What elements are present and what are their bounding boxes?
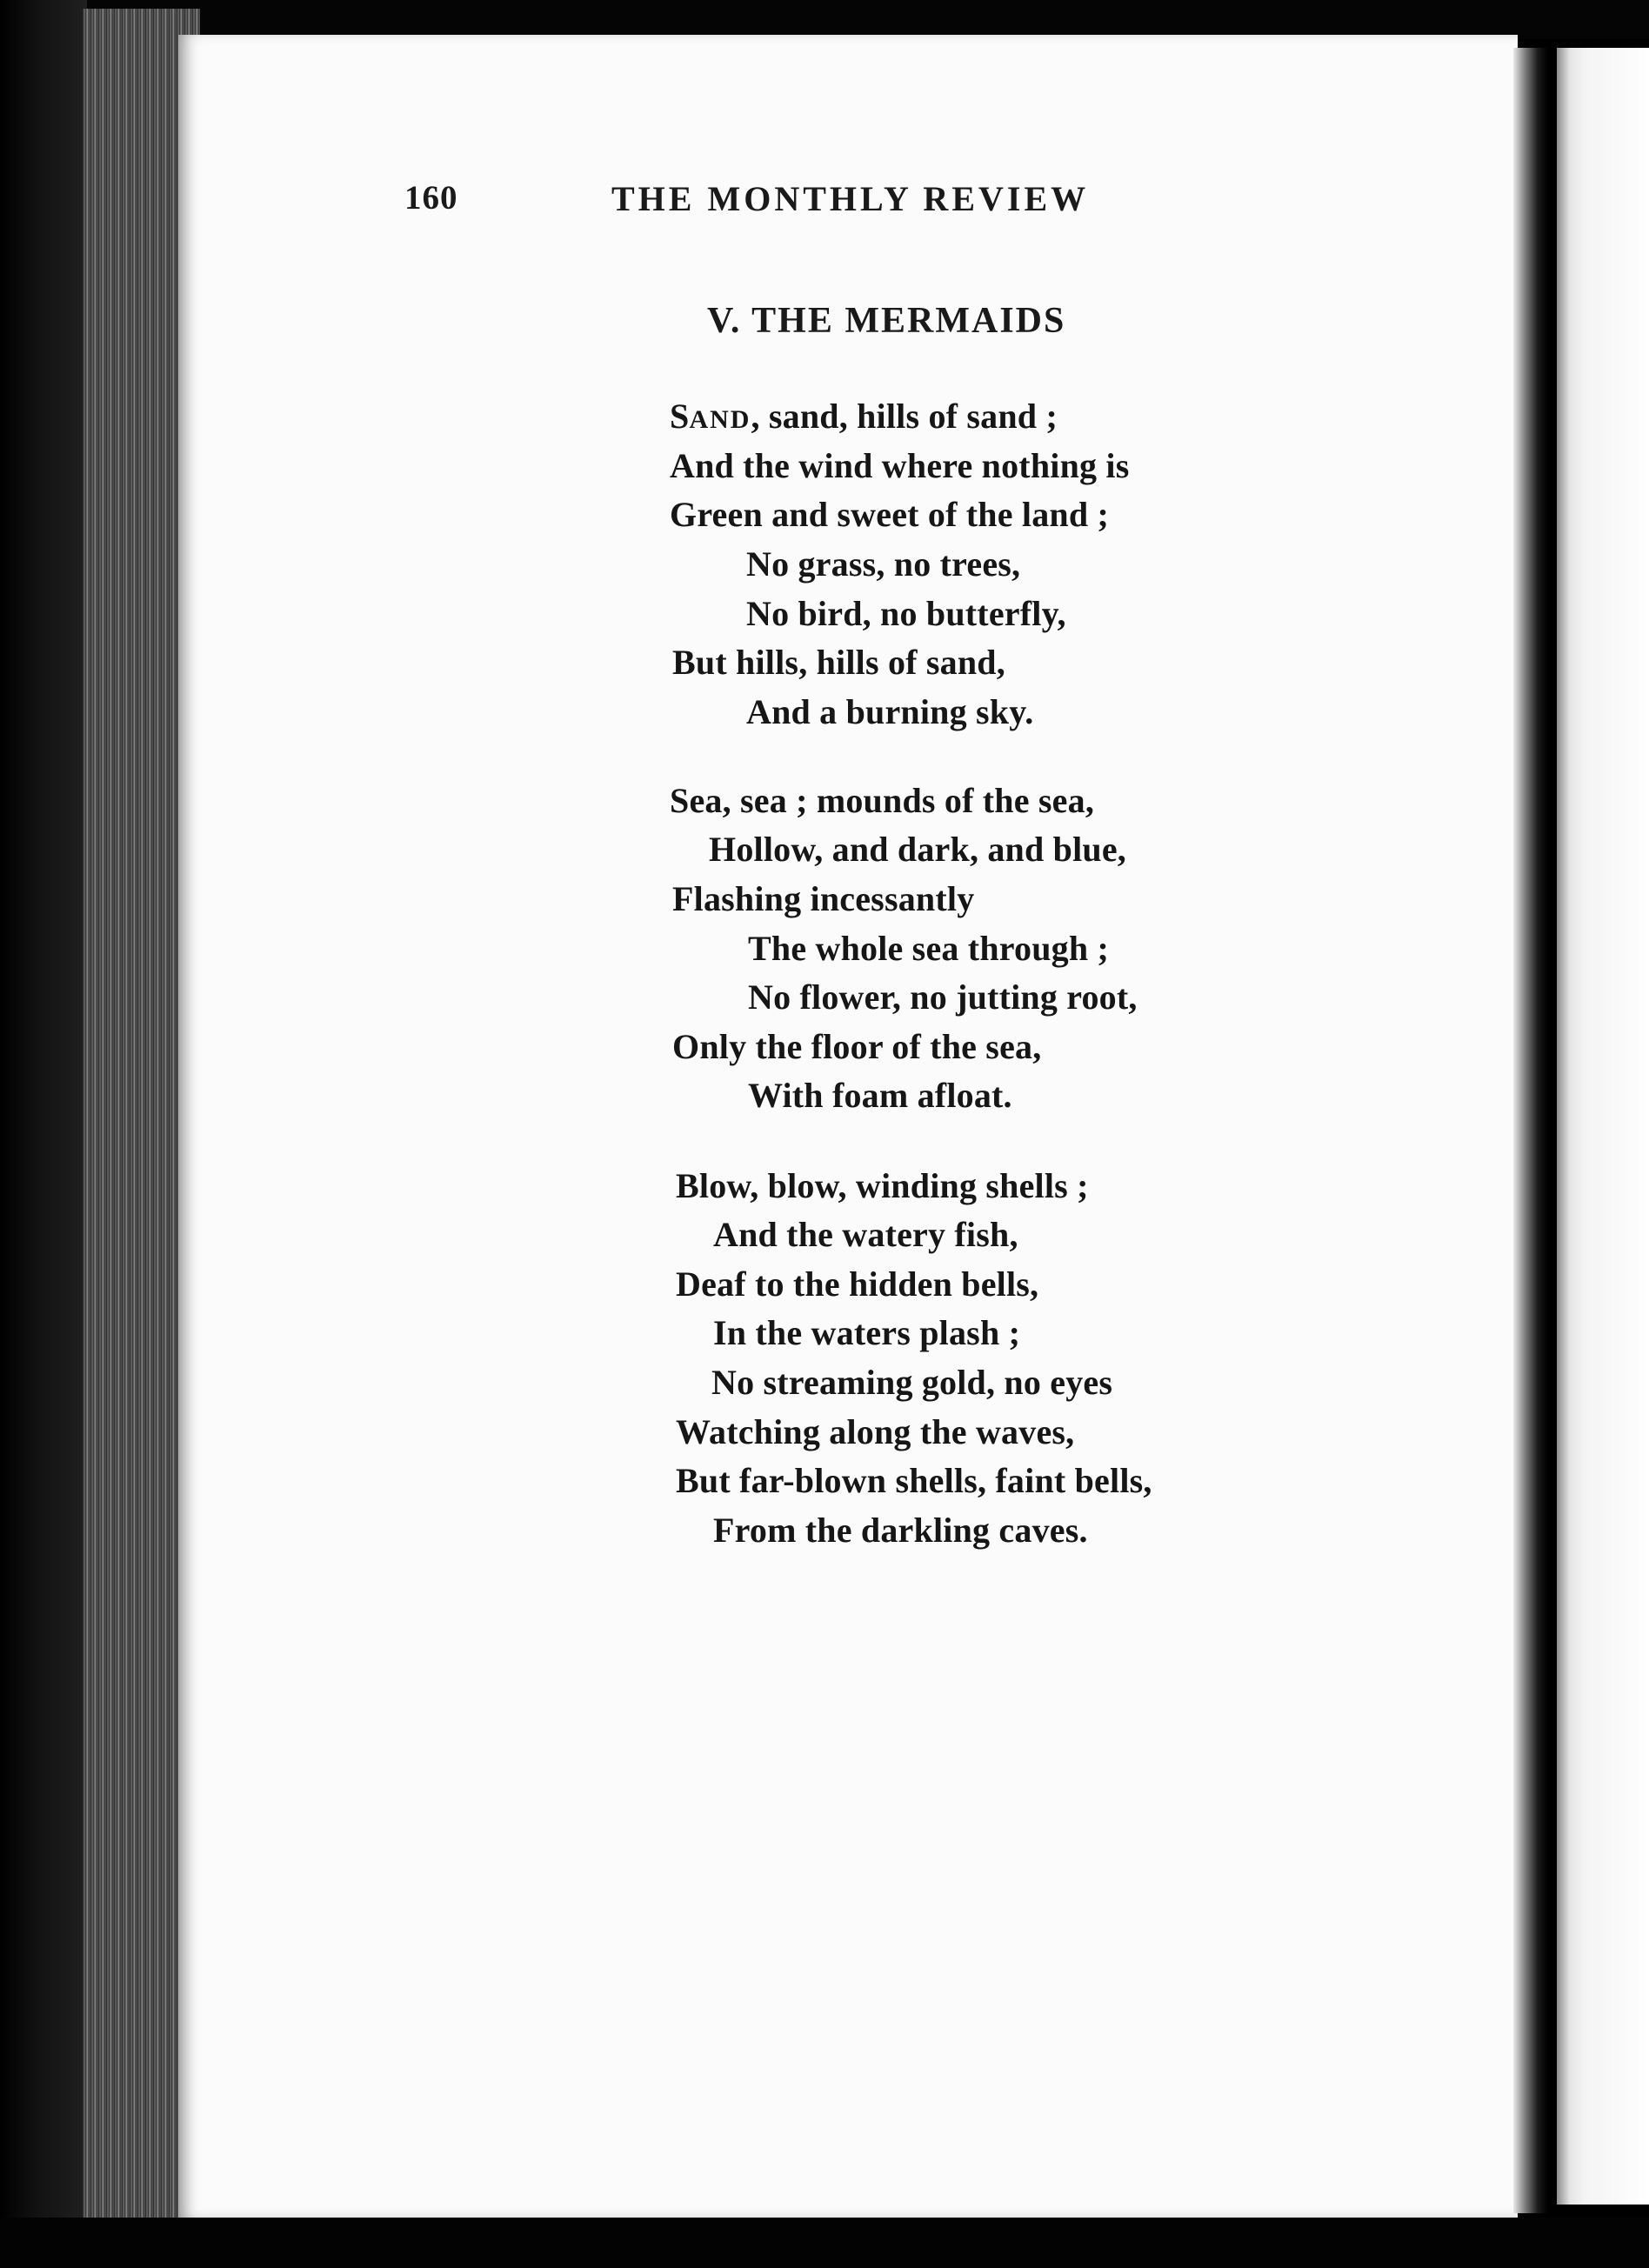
running-head <box>0 178 1649 230</box>
poem-line: No streaming gold, no eyes <box>711 1363 1113 1402</box>
poem-title: V. THE MERMAIDS <box>707 301 1066 341</box>
poem-line: But hills, hills of sand, <box>672 643 1005 682</box>
poem-line: From the darkling caves. <box>713 1511 1088 1550</box>
drop-initial: S <box>670 397 690 436</box>
binding-shadow <box>0 0 87 2268</box>
page-number: 160 <box>404 179 458 217</box>
poem-line: And the watery fish, <box>713 1215 1018 1254</box>
poem-line: And the wind where nothing is <box>670 446 1130 485</box>
page-right-edge <box>1513 48 1548 2213</box>
poem-line: No bird, no butterfly, <box>746 594 1066 633</box>
scan-bottom-edge <box>0 2218 1649 2268</box>
next-page-edge <box>1557 48 1649 2205</box>
poem-line-text: , sand, hills of sand ; <box>751 397 1058 436</box>
poem-line <box>670 396 1058 437</box>
poem-line: In the waters plash ; <box>713 1313 1021 1352</box>
poem-line: Flashing incessantly <box>672 879 975 918</box>
poem-line: Sea, sea ; mounds of the sea, <box>670 781 1095 820</box>
poem-line: Blow, blow, winding shells ; <box>676 1166 1089 1205</box>
poem-line: No flower, no jutting root, <box>748 977 1138 1017</box>
journal-title: THE MONTHLY REVIEW <box>611 179 1090 218</box>
small-caps-word: AND <box>689 405 751 434</box>
poem-line: With foam afloat. <box>748 1076 1012 1115</box>
poem-line: No grass, no trees, <box>746 544 1021 584</box>
poem-line: But far-blown shells, faint bells, <box>676 1461 1152 1500</box>
book-page <box>178 35 1518 2218</box>
poem-line: The whole sea through ; <box>748 929 1110 968</box>
poem-line: Hollow, and dark, and blue, <box>709 830 1127 869</box>
scan-top-edge <box>0 0 1649 39</box>
poem-line: Only the floor of the sea, <box>672 1027 1042 1066</box>
poem-line: Deaf to the hidden bells, <box>676 1264 1039 1304</box>
poem-line: And a burning sky. <box>746 692 1034 731</box>
poem-line: Watching along the waves, <box>676 1412 1075 1451</box>
poem-line: Green and sweet of the land ; <box>670 495 1110 534</box>
